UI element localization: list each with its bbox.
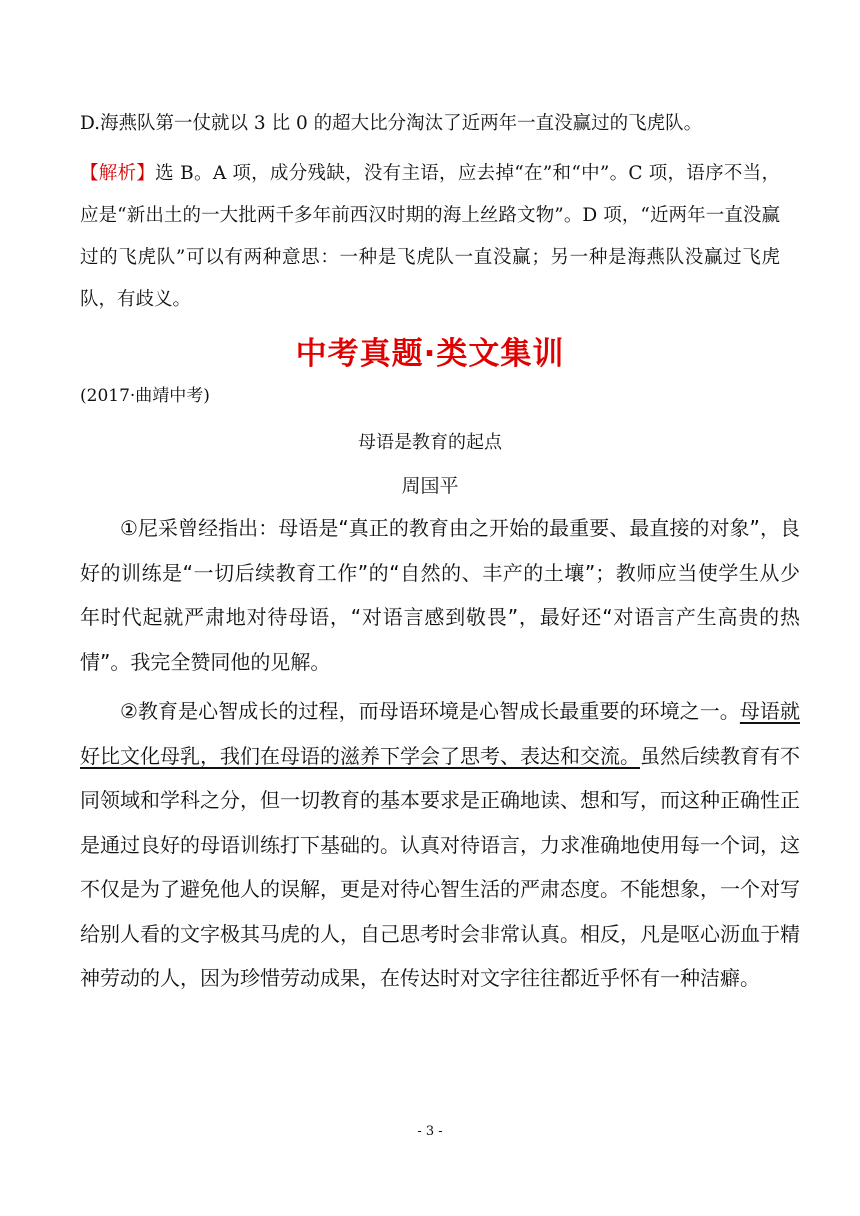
paragraph-2-start: ②教育是心智成长的过程，而母语环境是心智成长最重要的环境之一。 bbox=[120, 699, 740, 723]
source-label: (2017·曲靖中考) bbox=[80, 386, 210, 406]
underlined-sentence: 母语就好比文化母乳，我们在母语的滋养下学会了思考、表达和交流。 bbox=[80, 699, 800, 768]
paragraph-2 bbox=[80, 689, 800, 1001]
section-title: 中考真题·类文集训 bbox=[295, 336, 565, 372]
analysis-tag: 【解析】 bbox=[80, 163, 156, 184]
paragraph-1: ①尼采曾经指出：母语是“真正的教育由之开始的最重要、最直接的对象”，良好的训练是“一切后续教育工作”的“自然的、丰产的土壤”；教师应当使学生从少年时代起就严肃地对待母语，“对语言感到敬畏”，最好还“对语言产生高贵的热情”。我完全赞同他的见解。 bbox=[80, 516, 800, 674]
analysis-text: 选 B。A 项，成分残缺，没有主语，应去掉“在”和“中”。C 项，语序不当，应是“新出土的一大批两千多年前西汉时期的海上丝路文物”。D 项，“近两年一直没赢过的飞虎队”可以有两种意思：一种是飞虎队一直没赢；另一种是海燕队没赢过飞虎队，有歧义。 bbox=[80, 163, 780, 310]
paragraph-2-rest: 虽然后续教育有不同领域和学科之分，但一切教育的基本要求是正确地读、想和写，而这种正确性正是通过良好的母语训练打下基础的。认真对待语言，力求准确地使用每一个词，这不仅是为了避免他人的误解，更是对待心智生活的严肃态度。不能想象，一个对写给别人看的文字极其马虎的人，自己思考时会非常认真。相反，凡是呕心沥血于精神劳动的人，因为珍惜劳动成果，在传达时对文字往往都近乎怀有一种洁癖。 bbox=[80, 743, 800, 990]
option-d-text: D.海燕队第一仗就以 3 比 0 的超大比分淘汰了近两年一直没赢过的飞虎队。 bbox=[80, 113, 703, 134]
page-number: - 3 - bbox=[417, 1124, 443, 1139]
analysis-block bbox=[80, 153, 780, 321]
article-body bbox=[80, 506, 800, 1006]
article-title: 母语是教育的起点 bbox=[358, 432, 502, 453]
article-author: 周国平 bbox=[401, 475, 459, 497]
